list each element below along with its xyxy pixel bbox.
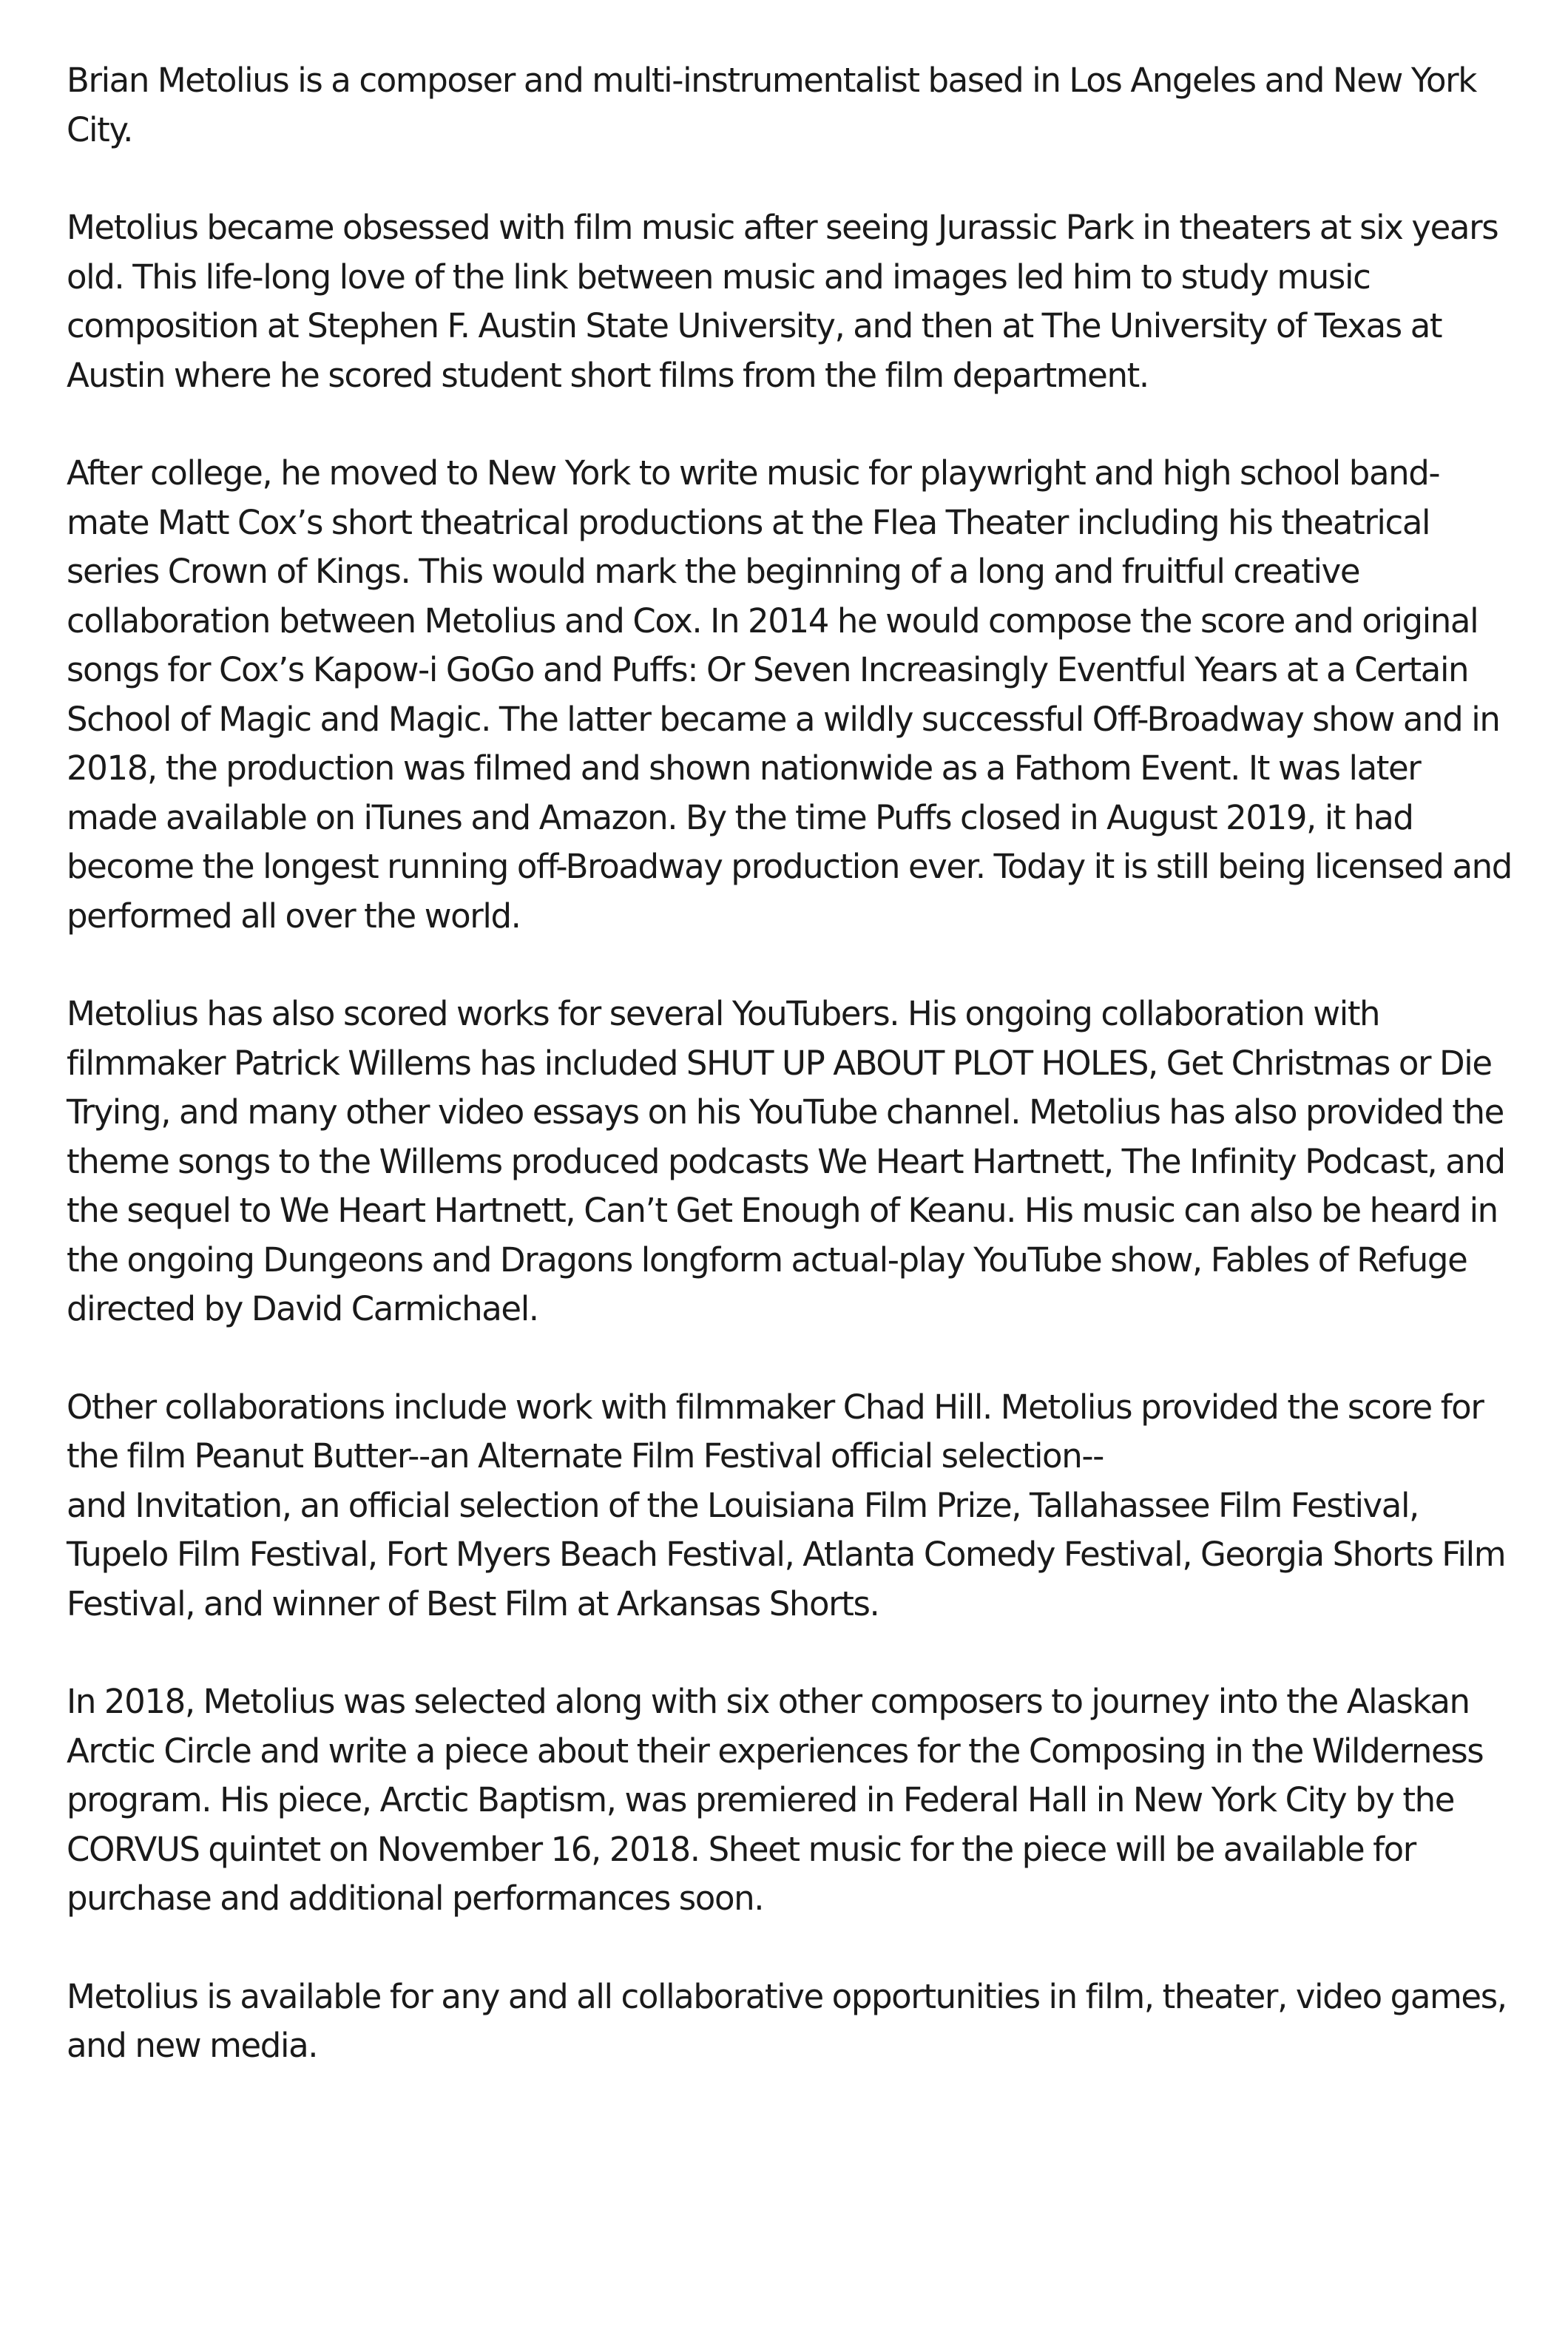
bio-paragraph-intro: Brian Metolius is a composer and multi-instrumentalist based in Los Angeles and New York City. (67, 61, 1476, 149)
bio-paragraph-theater: After college, he moved to New York to write music for playwright and high school band-mate Matt Cox’s short theatrical productions at the Flea Theater including his theatrical series Crown of Kings. This would mark the beginning of a long and fruitful creative collaboration between Metolius and Cox. In 2014 he would compose the score and original songs for Cox’s Kapow-i GoGo and Puffs: Or Seven Increasingly Eventful Years at a Certain School of Magic and Magic. The latter became a wildly successful Off-Broadway show and in 2018, the production was filmed and shown nationwide as a Fathom Event. It was later made available on iTunes and Amazon. By the time Puffs closed in August 2019, it had become the longest running off-Broadway production ever. Today it is still being licensed and performed all over the world. (67, 453, 1512, 936)
bio-paragraph-youtube: Metolius has also scored works for several YouTubers. His ongoing collaboration with filmmaker Patrick Willems has included SHUT UP ABOUT PLOT HOLES, Get Christmas or Die Trying, and many other video essays on his YouTube channel. Metolius has also provided the theme songs to the Willems produced podcasts We Heart Hartnett, The Infinity Podcast, and the sequel to We Heart Hartnett, Can’t Get Enough of Keanu. His music can also be heard in the ongoing Dungeons and Dragons longform actual-play YouTube show, Fables of Refuge directed by David Carmichael. (67, 994, 1505, 1328)
bio-paragraph-collaborations-continued: and Invitation, an official selection of the Louisiana Film Prize, Tallahassee Film Festival, Tupelo Film Festival, Fort Myers Beach Festival, Atlanta Comedy Festival, Georgia Shorts Film Festival, and winner of Best Film at Arkansas Shorts. (67, 1485, 1506, 1623)
bio-text (67, 56, 1516, 2120)
bio-paragraph-availability: Metolius is available for any and all collaborative opportunities in film, theater, video games, and new media. (67, 1976, 1507, 2065)
bio-paragraph-collaborations: Other collaborations include work with filmmaker Chad Hill. Metolius provided the score for the film Peanut Butter--an Alternate Film Festival official selection-- (67, 1387, 1484, 1476)
bio-paragraph-arctic: In 2018, Metolius was selected along with six other composers to journey into the Alaskan Arctic Circle and write a piece about their experiences for the Composing in the Wilderness program. His piece, Arctic Baptism, was premiered in Federal Hall in New York City by the CORVUS quintet on November 16, 2018. Sheet music for the piece will be available for purchase and additional performances soon. (67, 1682, 1484, 1918)
bio-paragraph-early-life: Metolius became obsessed with film music after seeing Jurassic Park in theaters at six years old. This life-long love of the link between music and images led him to study music composition at Stephen F. Austin State University, and then at The University of Texas at Austin where he scored student short films from the film department. (67, 208, 1498, 395)
